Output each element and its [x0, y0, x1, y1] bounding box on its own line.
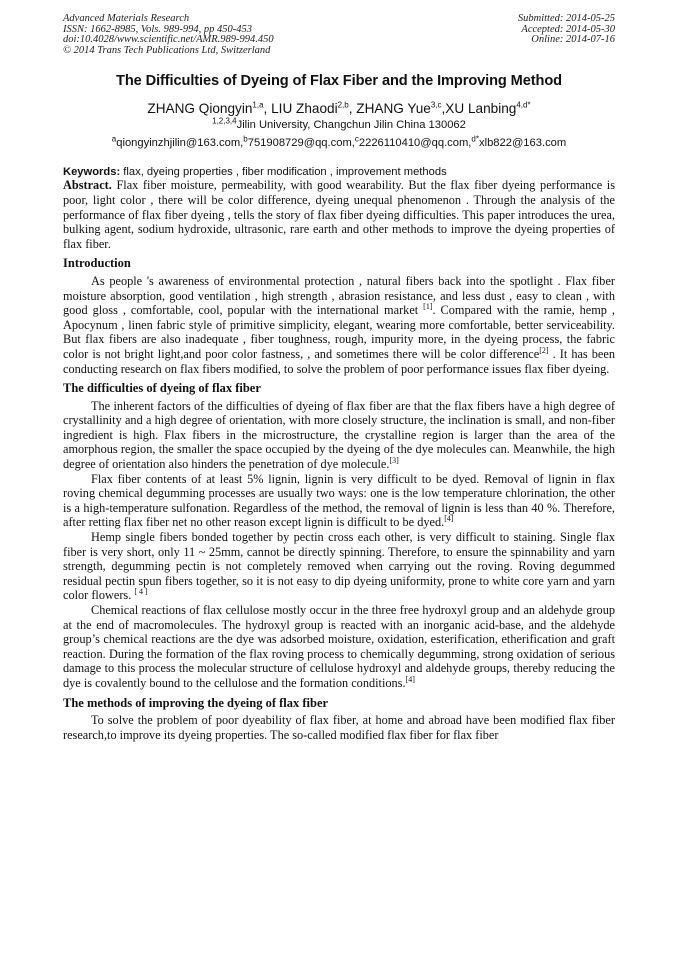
- journal-name: Advanced Materials Research: [63, 13, 190, 24]
- doi-line: doi:10.4028/www.scientific.net/AMR.989-994.450: [63, 34, 274, 46]
- author-name: ZHANG Yue: [356, 101, 431, 117]
- citation-ref[interactable]: [4]: [444, 514, 454, 524]
- author-sep: ,: [441, 101, 446, 117]
- email-sup: a: [111, 134, 117, 144]
- paragraph: [63, 472, 615, 530]
- email-sup: b: [243, 134, 248, 144]
- author-sup: 4,d*: [516, 100, 531, 110]
- paragraph-text: The inherent factors of the difficulties of dyeing of flax fiber are that the flax fibers have a high degree of crystallinity and a high degree of orientation, with more closely structure, the inclination is small, and non-fiber ingredient is high. Flax fibers in the microstructure, the crystalline region is larger than the area of the amorphous region, the smaller the space occupied by the dyeing of the dye molecules can. Meanwhile, the high degree of orientation also hinders the penetration of dye molecule.: [63, 398, 615, 472]
- keywords-text: flax, dyeing properties , fiber modification , improvement methods: [120, 166, 447, 179]
- affiliation: [63, 116, 615, 132]
- section-heading: The difficulties of dyeing of flax fiber: [63, 381, 261, 396]
- email-link[interactable]: 751908729@qq.com,: [247, 137, 355, 150]
- author-sep: ,: [348, 101, 357, 117]
- paragraph-text: . Compared with the ramie, hemp , Apocynum , linen fabric style of primitive simplicity, elegant, wearing more comfortable, better serviceability. But flax fibers are also inadequate , fiber toughness, rough, impurity more, in the dyeing process, the fabric color is not bright light,and poor color fastness, , and sometimes there will be color difference: [63, 303, 615, 361]
- section-heading: The methods of improving the dyeing of flax fiber: [63, 695, 329, 710]
- email-list: [63, 134, 615, 150]
- email-sup: c: [354, 134, 359, 144]
- email-link[interactable]: qiongyinzhjilin@163.com,: [116, 137, 244, 150]
- paragraph-text: Chemical reactions of flax cellulose mostly occur in the three free hydroxyl group and an aldehyde group at the end of macromolecules. The hydroxyl group is reacted with an inorganic acid-base, and the aldehyde group’s chemical reactions are the dye was adsorbed moisture, oxidation, esterification, etherification and graft reaction. During the formation of the flax roving process to chemically degumming, strong oxidation of serious damage to this process the molecular structure of cellulose hydroxyl and aldehyde groups, thereby reducing the dye is covalently bound to the cellulose and the formation conditions.: [63, 603, 615, 690]
- citation-ref[interactable]: [4]: [405, 674, 415, 684]
- keywords: [63, 166, 615, 178]
- paper-body: [63, 178, 615, 742]
- copyright-line: © 2014 Trans Tech Publications Ltd, Switzerland: [63, 44, 271, 56]
- sections-container: [63, 256, 615, 742]
- citation-ref[interactable]: [ 4 ]: [134, 587, 148, 597]
- paper-title: The Difficulties of Dyeing of Flax Fiber and the Improving Method: [116, 73, 562, 90]
- abstract: [63, 178, 615, 251]
- author-sup: 1,a: [252, 100, 264, 110]
- paragraph-text: Hemp single fibers bonded together by pectin cross each other, is very difficult to staining. Single flax fiber is very short, only 11 ~ 25mm, cannot be directly spinning. Therefore, to ensure the spinnability and yarn strength, degumming pectin is not completely removed when carrying out the roving. Roving degummed residual pectin spun fibers together, so it is not easy to dip dyeing uniformity, prone to white core yarn and yarn color flowers.: [63, 530, 615, 603]
- submitted-date: Submitted: 2014-05-25: [517, 13, 615, 24]
- citation-ref[interactable]: [2]: [539, 345, 549, 355]
- paragraph-text: Flax fiber contents of at least 5% lignin, lignin is very difficult to be dyed. Removal of lignin in flax roving chemical degumming processes are usually two ways: one is the low temperature chlorination, the other is a high-temperature sulfonation. Regardless of the method, the removal of lignin is less than 40 %. Therefore, after retting flax fiber net no other reason except lignin is difficult to be dyed.: [63, 471, 615, 530]
- author-list: [63, 101, 615, 116]
- abstract-text: Flax fiber moisture, permeability, with good wearability. But the flax fiber dyeing performance is poor, light color , there will be color difference, dyeing unequal phenomenon . Through the analysis of the performance of flax fiber dyeing , tells the story of flax fiber dyeing difficulties. This paper introduces the urea, bulking agent, sodium hydroxide, ultrasonic, rare earth and other methods to improve the dyeing properties of flax fiber.: [63, 178, 615, 251]
- issn-line: ISSN: 1662-8985, Vols. 989-994, pp 450-453: [63, 23, 252, 35]
- citation-ref[interactable]: [1]: [423, 302, 433, 312]
- paragraph-text: To solve the problem of poor dyeability of flax fiber, at home and abroad have been modified flax fiber research,to improve its dyeing properties. The so-called modified flax fiber for flax fiber: [63, 713, 615, 742]
- email-sup: d*: [471, 134, 479, 144]
- affiliation-sup: 1,2,3,4: [212, 116, 237, 126]
- author-name: LIU Zhaodi: [271, 101, 338, 117]
- accepted-date: Accepted: 2014-05-30: [521, 23, 615, 35]
- abstract-label: Abstract.: [63, 178, 112, 193]
- section-heading: Introduction: [63, 256, 131, 271]
- paragraph: [63, 530, 615, 603]
- submission-dates: [518, 14, 615, 56]
- paragraph: [63, 713, 615, 742]
- affiliation-text: Jilin University, Changchun Jilin China 130062: [236, 119, 466, 132]
- author-sup: 3,c: [430, 100, 442, 110]
- email-link[interactable]: xlb822@163.com: [478, 137, 567, 150]
- paragraph: [63, 274, 615, 376]
- paragraph-text: As people 's awareness of environmental protection , natural fibers back into the spotlight . Flax fiber moisture absorption, good ventilation , high strength , abrasion resistance, and less dust , easy to clean , with good gloss , comfortable, cool, popular with the international market: [63, 273, 615, 318]
- journal-info: [63, 14, 274, 56]
- online-date: Online: 2014-07-16: [531, 34, 615, 46]
- citation-ref[interactable]: [3]: [389, 455, 399, 465]
- journal-header: [63, 14, 615, 56]
- email-link[interactable]: 2226110410@qq.com,: [358, 137, 472, 150]
- keywords-label: Keywords:: [63, 166, 121, 179]
- paragraph-text: . It has been conducting research on flax fibers modified, to solve the problem of poor performance issues flax fiber dyeing.: [63, 346, 615, 376]
- author-name: ZHANG Qiongyin: [147, 101, 253, 117]
- paragraph: [63, 399, 615, 472]
- author-name: XU Lanbing: [445, 101, 517, 117]
- author-sep: ,: [263, 101, 272, 117]
- paragraph: [63, 603, 615, 691]
- author-sup: 2,b: [337, 100, 349, 110]
